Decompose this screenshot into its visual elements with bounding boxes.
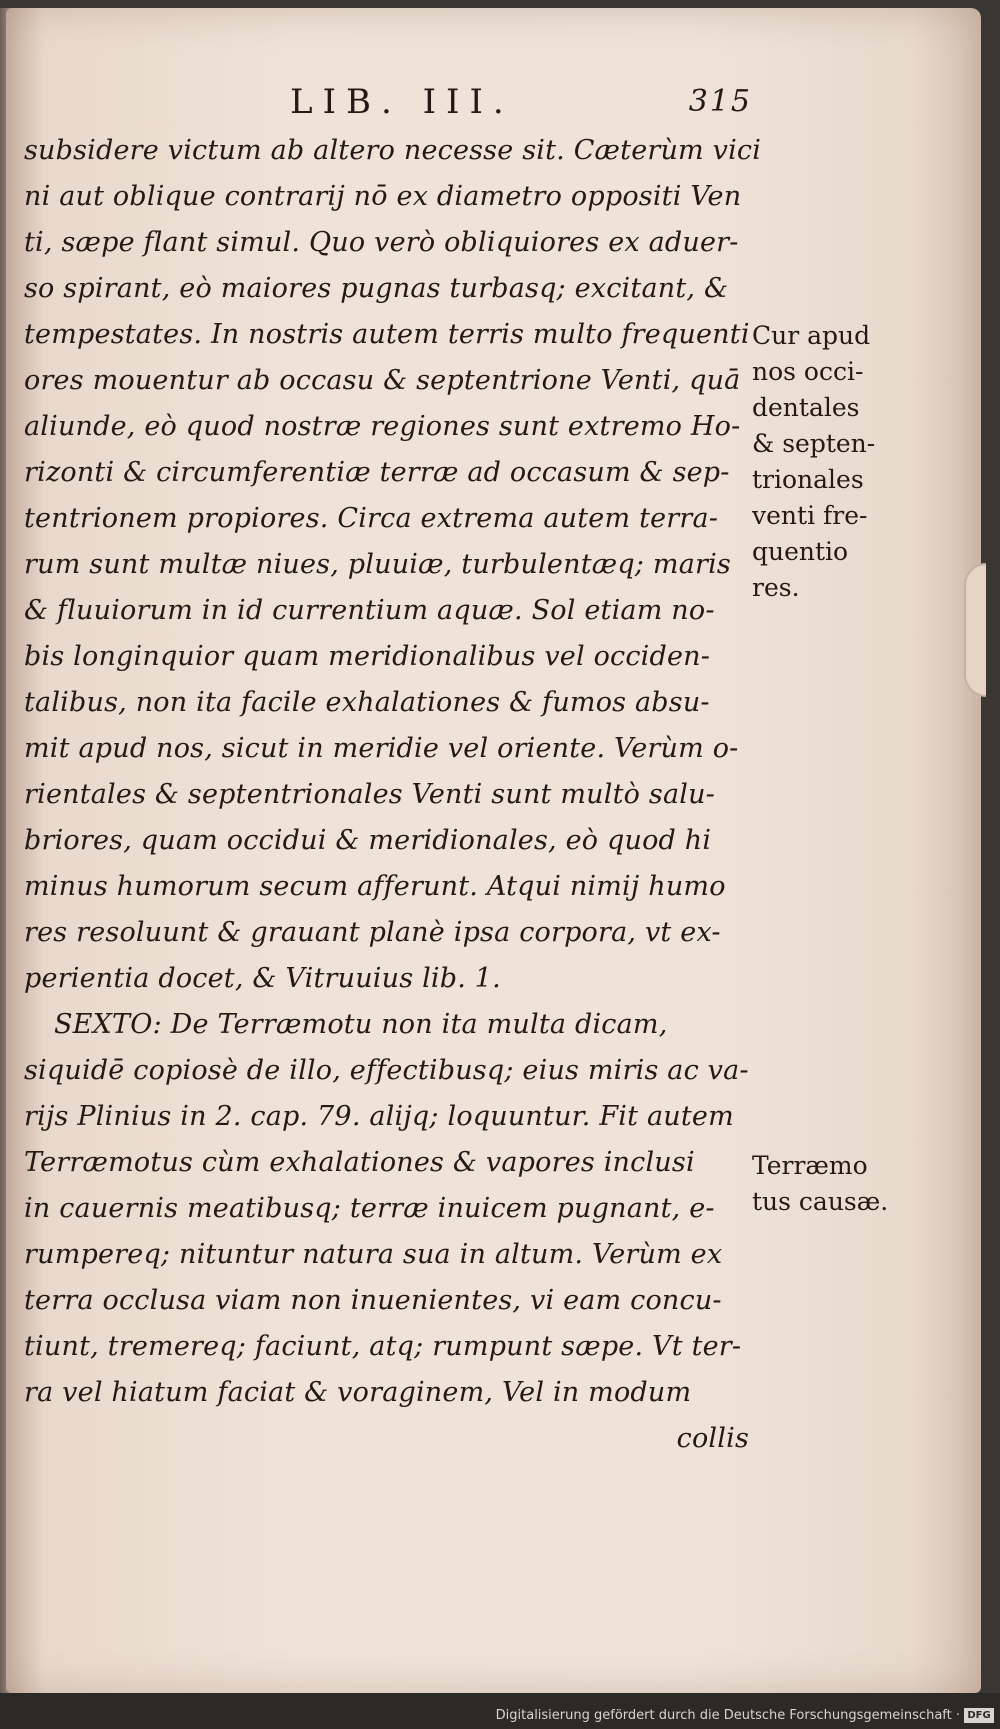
text-line: briores, quam occidui & meridionales, eò quod hi [24,825,712,856]
text-line: rijs Plinius in 2. cap. 79. alijq; loquuntur. Fit autem [24,1101,734,1132]
margin-note-line: nos occi- [752,357,864,386]
catchword: collis [676,1423,749,1454]
margin-note-line: venti fre- [752,501,868,530]
text-line: rumpereq; nituntur natura sua in altum. Verùm ex [24,1239,723,1270]
dfg-logo: DFG [964,1708,994,1723]
body-text [24,128,762,1462]
margin-note-line: quentio [752,537,849,566]
text-line: & fluuiorum in id currentium aquæ. Sol etiam no- [24,595,715,626]
text-line: ores mouentur ab occasu & septentrione Venti, quā [24,365,741,396]
text-line: aliunde, eò quod nostræ regiones sunt extremo Ho- [24,411,741,442]
text-line: res resoluunt & grauant planè ipsa corpora, vt ex- [24,917,721,948]
text-line: rum sunt multæ niues, pluuiæ, turbulentæq; maris [24,549,731,580]
text-line: so spirant, eò maiores pugnas turbasq; excitant, & [24,273,729,304]
margin-note-winds [752,318,902,606]
text-line: siquidē copiosè de illo, effectibusq; eius miris ac va- [24,1055,749,1086]
text-line: bis longinquior quam meridionalibus vel occiden- [24,641,711,672]
page-tab-mark [964,563,986,697]
page-header [290,82,770,122]
funding-credit: Digitalisierung gefördert durch die Deutsche Forschungsgemeinschaft · [495,1708,960,1723]
text-line: rizonti & circumferentiæ terræ ad occasum & sep- [24,457,730,488]
page-number: 315 [688,84,752,119]
text-line: ti, sæpe flant simul. Quo verò obliquiores ex aduer- [24,227,739,258]
running-head: LIB. III. [290,82,514,122]
text-line: terra occlusa viam non inuenientes, vi eam concu- [24,1285,722,1316]
margin-note-line: dentales [752,393,860,422]
footer-bar [0,1693,1000,1729]
text-line: rientales & septentrionales Venti sunt multò salu- [24,779,715,810]
margin-note-line: & septen- [752,429,876,458]
text-line: ra vel hiatum faciat & voraginem, Vel in modum [24,1377,692,1408]
margin-note-line: Terræmo [752,1151,868,1180]
margin-note-earthquake [752,1148,902,1220]
section-start-line: SEXTO: De Terræmotu non ita multa dicam, [54,1009,668,1040]
margin-note-line: res. [752,573,800,602]
text-line: minus humorum secum afferunt. Atqui nimij humo [24,871,726,902]
text-line: talibus, non ita facile exhalationes & fumos absu- [24,687,710,718]
text-line: tiunt, tremereq; faciunt, atq; rumpunt sæpe. Vt ter- [24,1331,742,1362]
text-line: in cauernis meatibusq; terræ inuicem pugnant, e- [24,1193,715,1224]
text-line: tempestates. In nostris autem terris multo frequenti [24,319,750,350]
text-line: mit apud nos, sicut in meridie vel oriente. Verùm o- [24,733,739,764]
margin-note-line: Cur apud [752,321,871,350]
text-line: perientia docet, & Vitruuius lib. 1. [24,963,501,994]
margin-note-line: tus causæ. [752,1187,889,1216]
text-line: tentrionem propiores. Circa extrema autem terra- [24,503,719,534]
text-line: subsidere victum ab altero necesse sit. Cæterùm vici [24,135,762,166]
margin-note-line: trionales [752,465,864,494]
text-line: ni aut oblique contrarij nō ex diametro oppositi Ven [24,181,742,212]
text-line: Terræmotus cùm exhalationes & vapores inclusi [24,1147,695,1178]
